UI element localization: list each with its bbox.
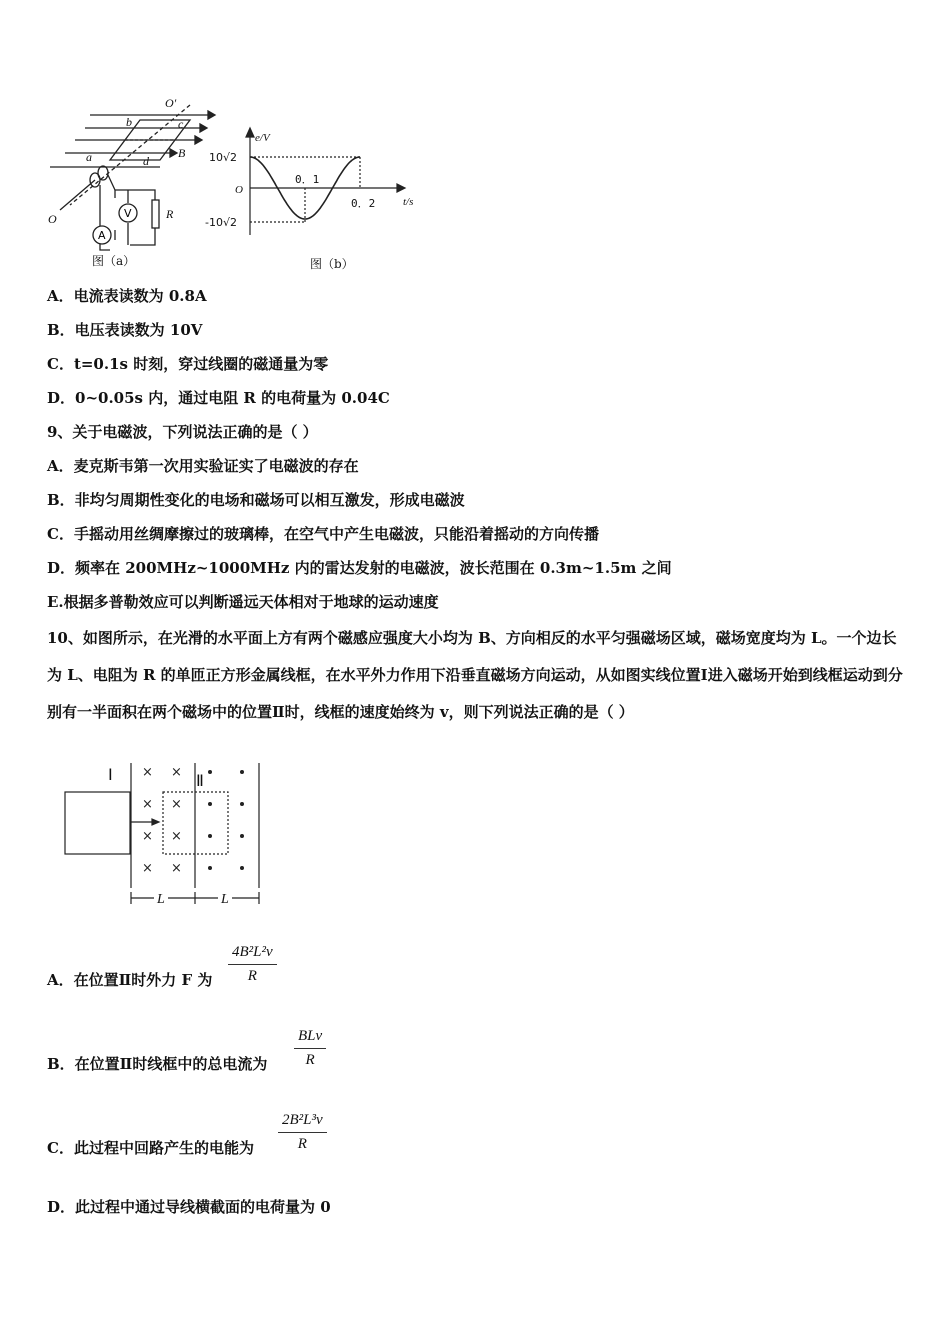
ammeter-label: A: [98, 229, 106, 242]
voltmeter-label: V: [124, 207, 132, 220]
svg-text:×: ×: [171, 861, 182, 876]
label-B: B: [178, 146, 186, 160]
tick-0-2: 0．2: [351, 197, 376, 210]
q9-option-e: E.根据多普勒效应可以判断遥远天体相对于地球的运动速度: [47, 593, 439, 611]
q10-option-c-numerator: 2B²L³v: [278, 1112, 327, 1133]
figure-a-caption: 图（a）: [92, 254, 136, 268]
svg-text:×: ×: [171, 797, 182, 812]
figure-q10-field-regions: [60, 760, 280, 910]
q9-option-c: C．手摇动用丝绸摩擦过的玻璃棒，在空气中产生电磁波，只能沿着摇动的方向传播: [47, 525, 599, 543]
q10-option-b: B．在位置Ⅱ时线框中的总电流为: [47, 1055, 268, 1073]
figure-b-caption: 图（b）: [310, 257, 354, 271]
q9-option-a: A．麦克斯韦第一次用实验证实了电磁波的存在: [47, 457, 359, 475]
q10-option-c: C．此过程中回路产生的电能为: [47, 1139, 254, 1157]
q10-option-b-numerator: BLv: [294, 1028, 326, 1049]
label-o-prime: O′: [165, 96, 177, 110]
label-o: O: [48, 212, 57, 226]
svg-text:×: ×: [142, 829, 153, 844]
q8-option-a: A．电流表读数为 0.8A: [47, 287, 207, 305]
width-label-2: L: [221, 892, 229, 907]
figure-a-coil-diagram: [40, 95, 220, 275]
svg-text:×: ×: [142, 861, 153, 876]
label-a: a: [86, 150, 92, 164]
q10-option-a-denominator: R: [247, 968, 257, 984]
q10-option-a-numerator: 4B²L²v: [228, 944, 277, 965]
y-axis-label: e/V: [255, 132, 270, 144]
ymax-label: 10√2: [209, 151, 238, 164]
q9-option-d: D．频率在 200MHz~1000MHz 内的雷达发射的电磁波，波长范围在 0.3m~1.5m 之间: [47, 559, 672, 577]
tick-0-1: 0．1: [295, 173, 320, 186]
label-r: R: [166, 207, 174, 221]
position-2-label: Ⅱ: [196, 773, 204, 790]
q8-option-c: C．t=0.1s 时刻，穿过线圈的磁通量为零: [47, 355, 329, 373]
q10-option-a: A．在位置Ⅱ时外力 F 为: [47, 971, 213, 989]
svg-text:×: ×: [142, 765, 153, 780]
svg-text:×: ×: [171, 765, 182, 780]
q8-option-d: D．0~0.05s 内，通过电阻 R 的电荷量为 0.04C: [47, 389, 390, 407]
q10-option-b-denominator: R: [305, 1052, 315, 1068]
q10-stem: 10、如图所示，在光滑的水平面上方有两个磁感应强度大小均为 B、方向相反的水平匀强磁场区域，磁场宽度均为 L。一个边长为 L、电阻为 R 的单匝正方形金属线框，在水平外力作用下沿垂直磁场方向运动，从如图实线位置Ⅰ进入磁场开始到线框运动到分别有一半面积在两个磁场中的位置Ⅱ时，线框的速度始终为 v，则下列说法正确的是（ ）: [47, 629, 903, 721]
q10-option-c-denominator: R: [297, 1136, 307, 1152]
q9-stem: 9、关于电磁波，下列说法正确的是（ ）: [47, 423, 318, 441]
position-1-label: Ⅰ: [108, 767, 113, 784]
q9-option-b: B．非均匀周期性变化的电场和磁场可以相互激发，形成电磁波: [47, 491, 465, 509]
origin-label: O: [235, 184, 243, 196]
x-axis-label: t/s: [403, 196, 414, 208]
label-c: c: [178, 117, 184, 131]
q10-option-a-fraction: [228, 944, 277, 985]
figure-b-graph: [205, 125, 430, 240]
label-d: d: [143, 154, 149, 168]
width-label-1: L: [157, 892, 165, 907]
ymin-label: -10√2: [205, 216, 237, 229]
q10-option-c-fraction: [278, 1112, 327, 1153]
loop-position-1: [65, 792, 130, 854]
q8-option-b: B．电压表读数为 10V: [47, 321, 203, 339]
q10-option-d: D．此过程中通过导线横截面的电荷量为 0: [47, 1198, 331, 1216]
q10-option-b-fraction: [294, 1028, 326, 1069]
label-b: b: [126, 115, 132, 129]
svg-text:×: ×: [171, 829, 182, 844]
svg-text:×: ×: [142, 797, 153, 812]
